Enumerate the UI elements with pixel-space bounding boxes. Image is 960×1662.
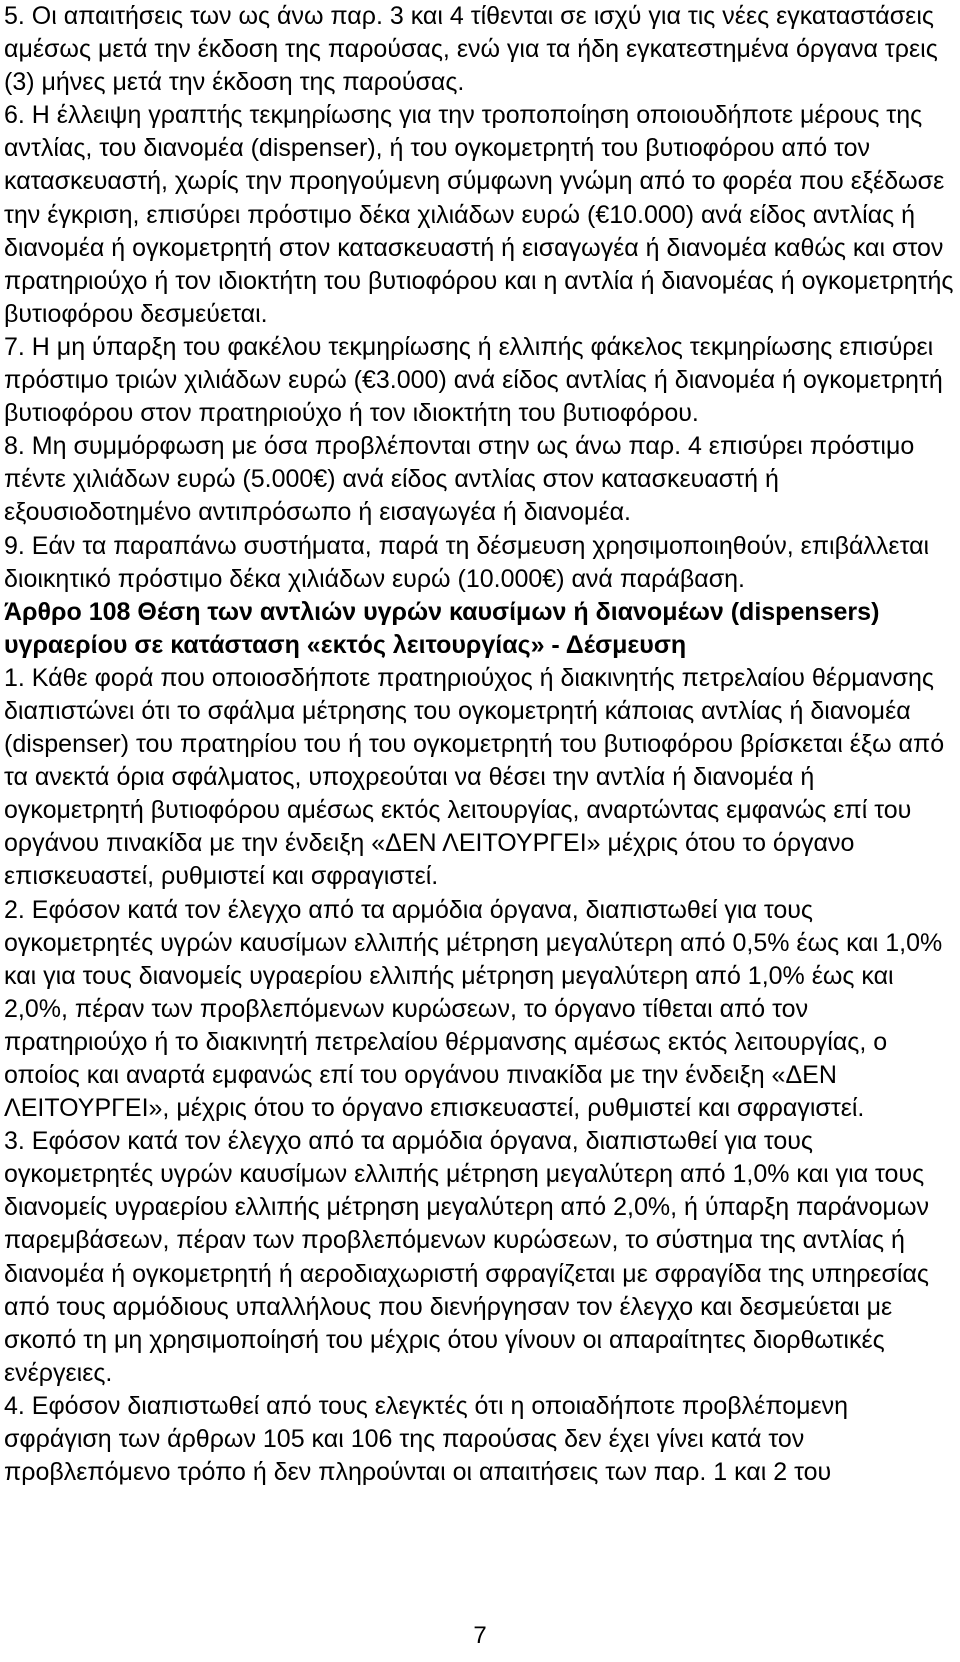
article-paragraph-2: 2. Εφόσον κατά τον έλεγχο από τα αρμόδια όργανα, διαπιστωθεί για τους ογκομετρητές υγρών καυσίμων ελλιπής μέτρηση μεγαλύτερη από 0,5% έως και 1,0% και για τους διανομείς υγραερίου ελλιπής μέτρηση μεγαλύτερη από 1,0% έως και 2,0%, πέραν των προβλεπόμενων κυρώσεων, το όργανο τίθεται από τον πρατηριούχο ή το διακινητή πετρελαίου θέρμανσης αμέσως εκτός λειτουργίας, ο οποίος και αναρτά εμφανώς επί του οργάνου πινακίδα με την ένδειξη «ΔΕΝ ΛΕΙΤΟΥΡΓΕΙ», μέχρις ότου το όργανο επισκευαστεί, ρυθμιστεί και σφραγιστεί.	[4, 895, 943, 1123]
paragraph-5: 5. Οι απαιτήσεις των ως άνω παρ. 3 και 4 τίθενται σε ισχύ για τις νέες εγκαταστάσεις αμέσως μετά την έκδοση της παρούσας, ενώ για τα ήδη εγκατεστημένα όργανα τρεις (3) μήνες μετά την έκδοση της παρούσας.	[4, 2, 938, 97]
paragraph-6: 6. Η έλλειψη γραπτής τεκμηρίωσης για την τροποποίηση οποιουδήποτε μέρους της αντλίας, του διανομέα (dispenser), ή του ογκομετρητή του βυτιοφόρου από τον κατασκευαστή, χωρίς την προηγούμενη σύμφωνη γνώμη από το φορέα που εξέδωσε την έγκριση, επισύρει πρόστιμο δέκα χιλιάδων ευρώ (€10.000) ανά είδος αντλίας ή διανομέα ή ογκομετρητή στον κατασκευαστή ή εισαγωγέα ή διανομέα καθώς και στον πρατηριούχο ή τον ιδιοκτήτη του βυτιοφόρου και η αντλία ή διανομέας ή ογκομετρητής βυτιοφόρου δεσμεύεται.	[4, 101, 954, 328]
article-paragraph-3: 3. Εφόσον κατά τον έλεγχο από τα αρμόδια όργανα, διαπιστωθεί για τους ογκομετρητές υγρών καυσίμων ελλιπής μέτρηση μεγαλύτερη από 1,0% και για τους διανομείς υγραερίου ελλιπής μέτρηση μεγαλύτερη από 2,0%, ή ύπαρξη παράνομων παρεμβάσεων, πέραν των προβλεπόμενων κυρώσεων, το σύστημα της αντλίας ή διανομέα ή ογκομετρητή ή αεροδιαχωριστή σφραγίζεται με σφραγίδα της υπηρεσίας από τους αρμόδιους υπαλλήλους που διενήργησαν τον έλεγχο και δεσμεύεται με σκοπό τη μη χρησιμοποίησή του μέχρις ότου γίνουν οι απαραίτητες διορθωτικές ενέργειες.	[4, 1127, 929, 1387]
paragraph-7: 7. Η μη ύπαρξη του φακέλου τεκμηρίωσης ή ελλιπής φάκελος τεκμηρίωσης επισύρει πρόστιμο τριών χιλιάδων ευρώ (€3.000) ανά είδος αντλίας ή διανομέα ή ογκομετρητή βυτιοφόρου στον πρατηριούχο ή τον ιδιοκτήτη του βυτιοφόρου.	[4, 332, 943, 428]
paragraph-8: 8. Μη συμμόρφωση με όσα προβλέπονται στην ως άνω παρ. 4 επισύρει πρόστιμο πέντε χιλιάδων ευρώ (5.000€) ανά είδος αντλίας στον κατασκευαστή ή εξουσιοδοτημένο αντιπρόσωπο ή εισαγωγέα ή διανομέα.	[4, 432, 915, 527]
document-body	[4, 0, 954, 1489]
article-paragraph-4: 4. Εφόσον διαπιστωθεί από τους ελεγκτές ότι η οποιαδήποτε προβλέπομενη σφράγιση των άρθρων 105 και 106 της παρούσας δεν έχει γίνει κατά τον προβλεπόμενο τρόπο ή δεν πληρούνται οι απαιτήσεις των παρ. 1 και 2 του	[4, 1391, 849, 1487]
page-number: 7	[473, 1622, 487, 1649]
article-heading: Άρθρο 108 Θέση των αντλιών υγρών καυσίμων ή διανομέων (dispensers) υγραερίου σε κατάσταση «εκτός λειτουργίας» - Δέσμευση	[4, 597, 880, 659]
article-paragraph-1: 1. Κάθε φορά που οποιοσδήποτε πρατηριούχος ή διακινητής πετρελαίου θέρμανσης διαπιστώνει ότι το σφάλμα μέτρησης του ογκομετρητή κάποιας αντλίας ή διανομέα (dispenser) του πρατηρίου του ή του ογκομετρητή του βυτιοφόρου βρίσκεται έξω από τα ανεκτά όρια σφάλματος, υποχρεούται να θέσει την αντλία ή διανομέα ή ογκομετρητή βυτιοφόρου αμέσως εκτός λειτουργίας, αναρτώντας εμφανώς επί του οργάνου πινακίδα με την ένδειξη «ΔΕΝ ΛΕΙΤΟΥΡΓΕΙ» μέχρις ότου το όργανο επισκευαστεί, ρυθμιστεί και σφραγιστεί.	[4, 663, 945, 891]
paragraph-9: 9. Εάν τα παραπάνω συστήματα, παρά τη δέσμευση χρησιμοποιηθούν, επιβάλλεται διοικητικό πρόστιμο δέκα χιλιάδων ευρώ (10.000€) ανά παράβαση.	[4, 531, 930, 593]
